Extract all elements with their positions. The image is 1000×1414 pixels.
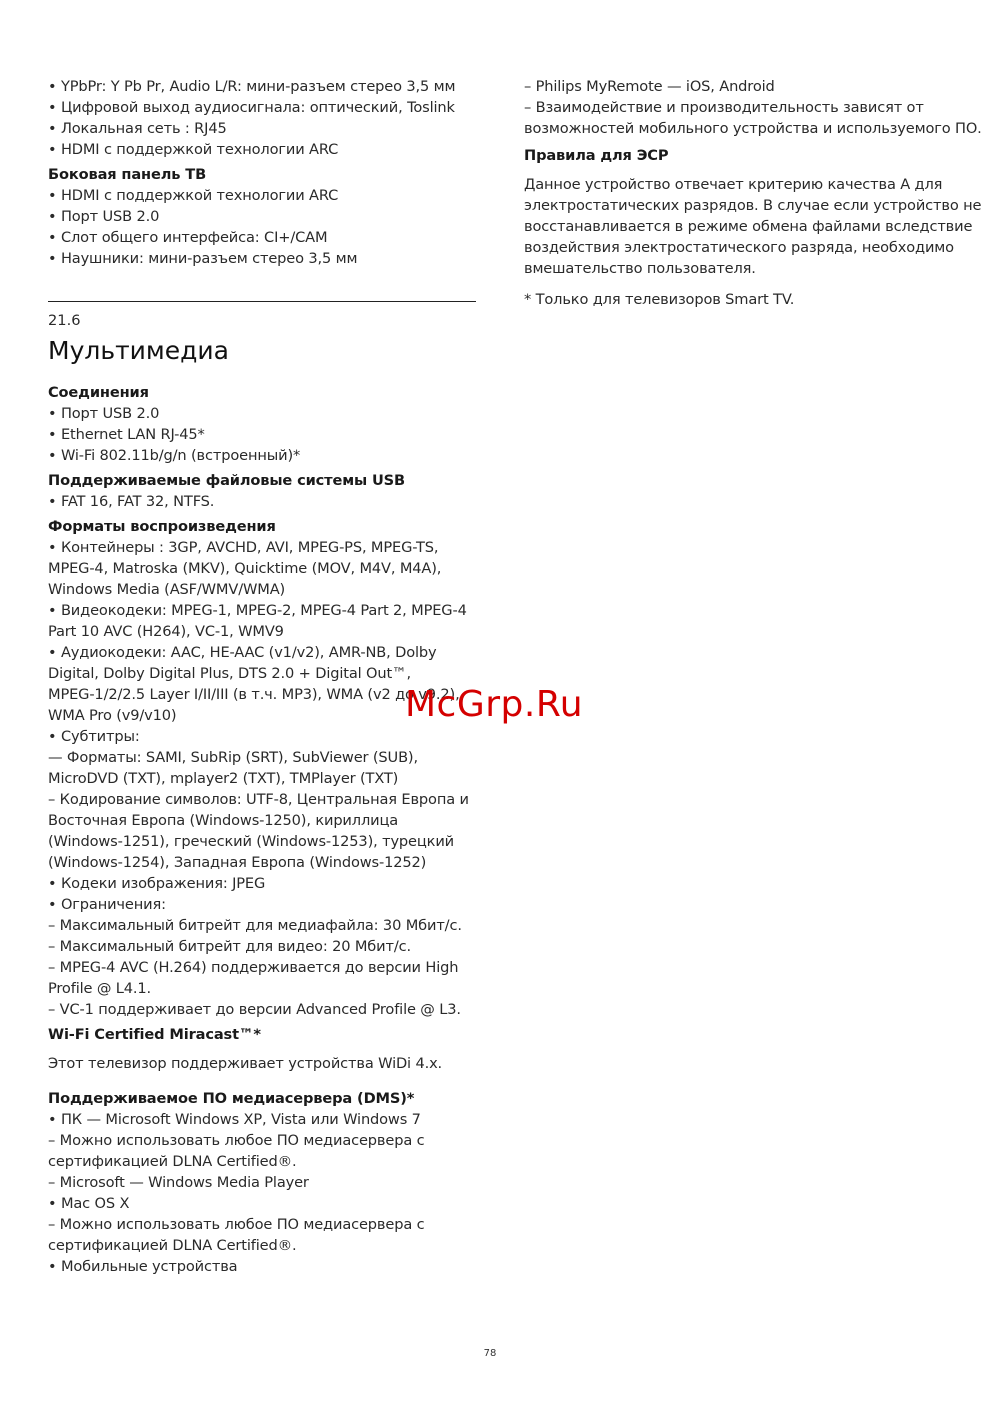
section-title: Мультимедиа — [48, 336, 229, 365]
list-item: • Ethernet LAN RJ-45* — [48, 426, 205, 443]
dms-continuation: – Взаимодействие и производительность зависят от — [524, 99, 924, 116]
formats-line: • Кодеки изображения: JPEG — [48, 875, 266, 892]
watermark: McGrp.Ru — [405, 684, 584, 725]
formats-line: (Windows-1251), греческий (Windows-1253), турецкий — [48, 833, 454, 850]
list-item: • Слот общего интерфейса: CI+/CAM — [48, 229, 328, 246]
dms-line: сертификацией DLNA Certified®. — [48, 1153, 297, 1170]
formats-line: Восточная Европа (Windows-1250), кириллица — [48, 812, 399, 829]
list-item: • YPbPr: Y Pb Pr, Audio L/R: мини-разъем стерео 3,5 мм — [48, 78, 456, 95]
esd-line: электростатических разрядов. В случае если устройство не — [524, 197, 982, 214]
formats-line: • Субтитры: — [48, 728, 140, 745]
esd-heading: Правила для ЭСР — [524, 147, 669, 164]
list-item: • Порт USB 2.0 — [48, 208, 160, 225]
list-item: • HDMI с поддержкой технологии ARC — [48, 141, 339, 158]
formats-line: • Ограничения: — [48, 896, 166, 913]
list-item: • Wi-Fi 802.11b/g/n (встроенный)* — [48, 447, 301, 464]
formats-line: MicroDVD (TXT), mplayer2 (TXT), TMPlayer (TXT) — [48, 770, 399, 787]
formats-line: — Форматы: SAMI, SubRip (SRT), SubViewer (SUB), — [48, 749, 418, 766]
esd-line: Данное устройство отвечает критерию качества A для — [524, 176, 943, 193]
list-item: • Наушники: мини-разъем стерео 3,5 мм — [48, 250, 358, 267]
section-divider — [48, 301, 476, 302]
formats-line: – Максимальный битрейт для медиафайла: 30 Мбит/с. — [48, 917, 462, 934]
side-panel-heading: Боковая панель ТВ — [48, 166, 207, 183]
dms-line: • Mac OS X — [48, 1195, 130, 1212]
formats-heading: Форматы воспроизведения — [48, 518, 276, 535]
miracast-text: Этот телевизор поддерживает устройства WiDi 4.x. — [48, 1055, 443, 1072]
formats-line: MPEG-4, Matroska (MKV), Quicktime (MOV, M4V, M4A), — [48, 560, 442, 577]
dms-line: сертификацией DLNA Certified®. — [48, 1237, 297, 1254]
formats-list — [48, 537, 476, 1020]
dms-line: • Мобильные устройства — [48, 1258, 238, 1275]
formats-line: • Видеокодеки: MPEG-1, MPEG-2, MPEG-4 Part 2, MPEG-4 — [48, 602, 467, 619]
formats-line: – MPEG-4 AVC (H.264) поддерживается до версии High — [48, 959, 459, 976]
formats-line: • Контейнеры : 3GP, AVCHD, AVI, MPEG-PS, MPEG-TS, — [48, 539, 439, 556]
formats-line: Profile @ L4.1. — [48, 980, 151, 997]
formats-line: Digital, Dolby Digital Plus, DTS 2.0 + Digital Out™, — [48, 665, 411, 682]
list-item: • Локальная сеть : RJ45 — [48, 120, 227, 137]
list-item: • Порт USB 2.0 — [48, 405, 160, 422]
formats-line: • Аудиокодеки: AAC, HE-AAC (v1/v2), AMR-NB, Dolby — [48, 644, 437, 661]
dms-continuation: – Philips MyRemote — iOS, Android — [524, 78, 775, 95]
miracast-heading: Wi-Fi Certified Miracast™* — [48, 1026, 261, 1043]
top-list — [48, 76, 476, 160]
footnote: * Только для телевизоров Smart TV. — [524, 291, 795, 308]
list-item: • HDMI с поддержкой технологии ARC — [48, 187, 339, 204]
formats-line: – Максимальный битрейт для видео: 20 Мбит/с. — [48, 938, 411, 955]
usb-fs-heading: Поддерживаемые файловые системы USB — [48, 472, 405, 489]
formats-line: – Кодирование символов: UTF-8, Центральная Европа и — [48, 791, 469, 808]
dms-line: – Microsoft — Windows Media Player — [48, 1174, 309, 1191]
left-column — [48, 76, 476, 1277]
dms-heading: Поддерживаемое ПО медиасервера (DMS)* — [48, 1090, 415, 1107]
right-column — [524, 76, 982, 310]
dms-line: – Можно использовать любое ПО медиасервера с — [48, 1216, 425, 1233]
dms-line: • ПК — Microsoft Windows XP, Vista или Windows 7 — [48, 1111, 421, 1128]
dms-line: – Можно использовать любое ПО медиасервера с — [48, 1132, 425, 1149]
dms-continuation: возможностей мобильного устройства и используемого ПО. — [524, 120, 982, 137]
esd-line: вмешательство пользователя. — [524, 260, 756, 277]
section-number: 21.6 — [48, 312, 81, 329]
formats-line: Windows Media (ASF/WMV/WMA) — [48, 581, 286, 598]
list-item: • FAT 16, FAT 32, NTFS. — [48, 493, 215, 510]
page-number: 78 — [483, 1348, 497, 1359]
formats-line: MPEG-1/2/2.5 Layer I/II/III (в т.ч. MP3), WMA (v2 до v9.2), — [48, 686, 460, 703]
esd-line: восстанавливается в режиме обмена файлами вследствие — [524, 218, 973, 235]
formats-line: Part 10 AVC (H264), VC-1, WMV9 — [48, 623, 284, 640]
esd-line: воздействия электростатического разряда, необходимо — [524, 239, 954, 256]
list-item: • Цифровой выход аудиосигнала: оптический, Toslink — [48, 99, 455, 116]
formats-line: WMA Pro (v9/v10) — [48, 707, 177, 724]
formats-line: – VC-1 поддерживает до версии Advanced Profile @ L3. — [48, 1001, 461, 1018]
formats-line: (Windows-1254), Западная Европа (Windows-1252) — [48, 854, 427, 871]
connections-heading: Соединения — [48, 384, 149, 401]
